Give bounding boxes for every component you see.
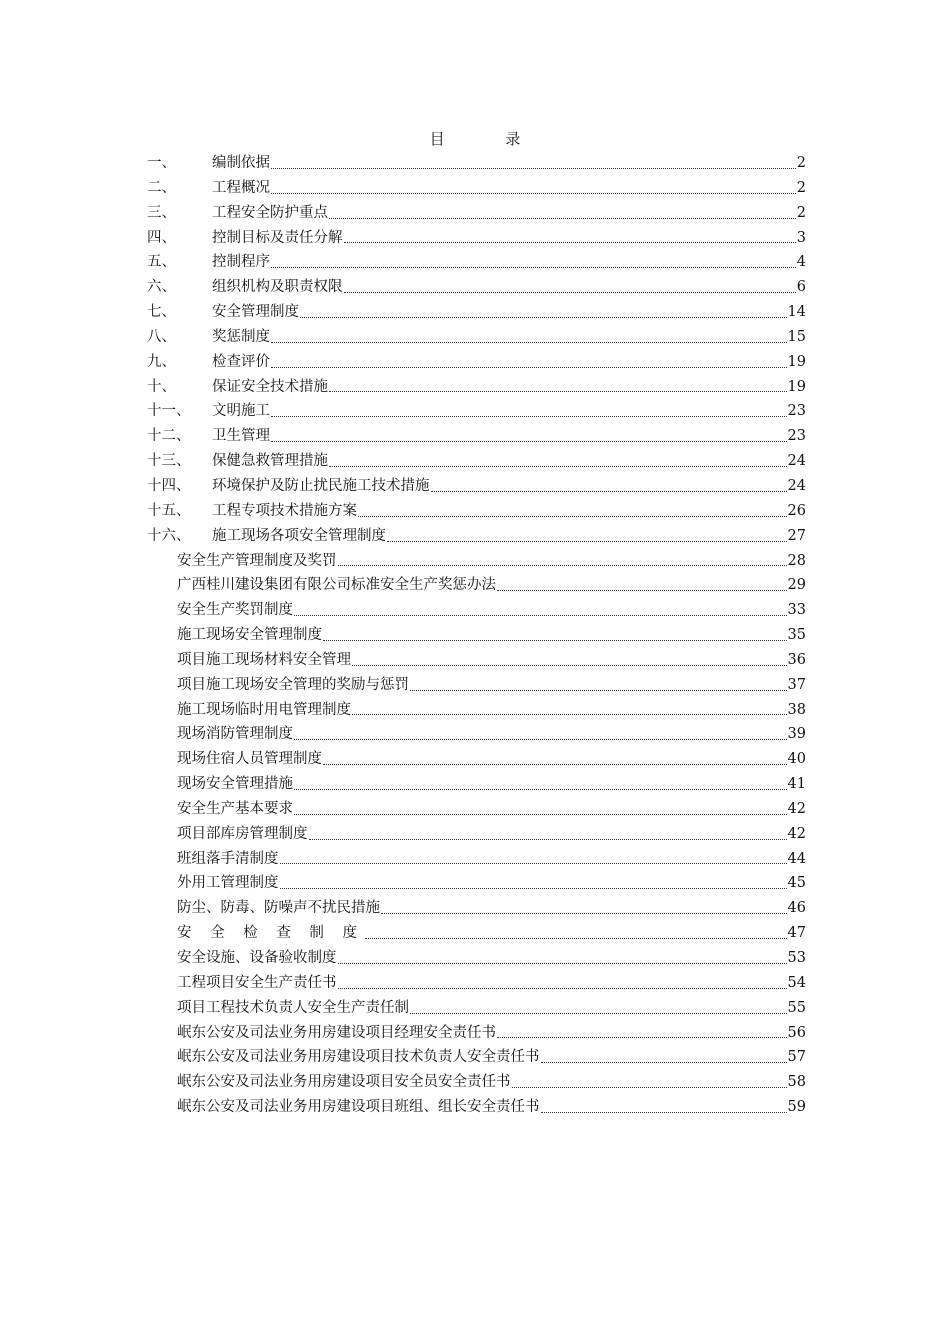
dot-leader: [352, 713, 787, 715]
table-of-contents: [147, 151, 806, 1120]
toc-sub-entry[interactable]: [147, 598, 806, 623]
toc-page-number: 2: [796, 204, 806, 221]
toc-entry-number: 六、: [147, 279, 176, 296]
toc-page-number: 24: [787, 477, 806, 494]
toc-sub-entry[interactable]: [147, 747, 806, 772]
toc-entry-title: 项目工程技术负责人安全生产责任制: [177, 999, 409, 1016]
dot-leader: [344, 291, 796, 293]
toc-entry-title: 安全管理制度: [212, 304, 299, 321]
toc-entry[interactable]: [147, 474, 806, 499]
toc-entry-number: 二、: [147, 179, 176, 196]
toc-entry[interactable]: [147, 275, 806, 300]
toc-page-number: 42: [787, 825, 806, 842]
toc-page-number: 29: [787, 577, 806, 594]
toc-page-number: 28: [787, 552, 806, 569]
toc-page-number: 6: [796, 279, 806, 296]
toc-entry[interactable]: [147, 250, 806, 275]
dot-leader: [271, 266, 796, 268]
toc-page-number: 59: [787, 1099, 806, 1116]
toc-entry-title: 环境保护及防止扰民施工技术措施: [212, 477, 430, 494]
toc-page-number: 35: [787, 627, 806, 644]
toc-entry-title: 检查评价: [212, 353, 270, 370]
toc-sub-entry[interactable]: [147, 896, 806, 921]
toc-entry-title: 班组落手清制度: [177, 850, 279, 867]
toc-page-number: 41: [787, 776, 806, 793]
dot-leader: [512, 1086, 787, 1088]
toc-sub-entry[interactable]: [147, 573, 806, 598]
toc-sub-entry[interactable]: [147, 871, 806, 896]
toc-page-number: 45: [787, 875, 806, 892]
toc-sub-entry[interactable]: [147, 1021, 806, 1046]
toc-entry[interactable]: [147, 226, 806, 251]
toc-entry-number: 四、: [147, 229, 176, 246]
toc-entry-number: 五、: [147, 254, 176, 271]
toc-page-number: 33: [787, 602, 806, 619]
toc-entry-title: 保健急救管理措施: [212, 453, 328, 470]
toc-entry[interactable]: [147, 151, 806, 176]
dot-leader: [338, 987, 787, 989]
toc-page-number: 55: [787, 999, 806, 1016]
toc-page-number: 15: [787, 328, 806, 345]
toc-page-number: 23: [787, 428, 806, 445]
toc-entry-title: 岷东公安及司法业务用房建设项目经理安全责任书: [177, 1024, 496, 1041]
toc-entry-title: 工程概况: [212, 179, 270, 196]
dot-leader: [338, 962, 787, 964]
toc-entry[interactable]: [147, 449, 806, 474]
toc-sub-entry[interactable]: [147, 921, 806, 946]
toc-entry-number: 九、: [147, 353, 176, 370]
toc-entry-number: 十四、: [147, 477, 191, 494]
toc-sub-entry[interactable]: [147, 971, 806, 996]
dot-leader: [323, 639, 787, 641]
toc-sub-entry[interactable]: [147, 822, 806, 847]
dot-leader: [497, 1036, 787, 1038]
toc-page-number: 36: [787, 651, 806, 668]
toc-sub-entry[interactable]: [147, 797, 806, 822]
dot-leader: [410, 689, 787, 691]
toc-entry-title: 安全生产管理制度及奖罚: [177, 552, 337, 569]
toc-entry-number: 十一、: [147, 403, 191, 420]
toc-entry-title: 组织机构及职责权限: [212, 279, 343, 296]
toc-entry-title: 安 全 检 查 制 度: [177, 925, 365, 942]
toc-page-number: 2: [796, 155, 806, 171]
toc-sub-entry[interactable]: [147, 1045, 806, 1070]
dot-leader: [271, 167, 796, 169]
toc-entry-title: 奖惩制度: [212, 328, 270, 345]
dot-leader: [381, 912, 787, 914]
dot-leader: [329, 217, 796, 219]
toc-page-number: 27: [787, 527, 806, 544]
toc-entry-title: 文明施工: [212, 403, 270, 420]
toc-page-number: 2: [796, 179, 806, 196]
toc-entry-title: 控制目标及责任分解: [212, 229, 343, 246]
toc-entry-title: 防尘、防毒、防噪声不扰民措施: [177, 900, 380, 917]
toc-page-number: 37: [787, 676, 806, 693]
dot-leader: [280, 862, 787, 864]
dot-leader: [271, 192, 796, 194]
toc-page-number: 19: [787, 378, 806, 395]
dot-leader: [294, 738, 787, 740]
toc-entry-title: 项目施工现场材料安全管理: [177, 651, 351, 668]
toc-page-number: 58: [787, 1074, 806, 1091]
toc-entry-title: 广西桂川建设集团有限公司标准安全生产奖惩办法: [177, 577, 496, 594]
toc-entry-title: 编制依据: [212, 155, 270, 171]
toc-page-number: 26: [787, 502, 806, 519]
toc-page-number: 3: [796, 229, 806, 246]
toc-sub-entry[interactable]: [147, 648, 806, 673]
toc-entry-title: 施工现场临时用电管理制度: [177, 701, 351, 718]
toc-entry-title: 项目部库房管理制度: [177, 825, 308, 842]
toc-page-number: 23: [787, 403, 806, 420]
toc-entry-title: 现场住宿人员管理制度: [177, 751, 322, 768]
dot-leader: [271, 415, 787, 417]
toc-entry-title: 岷东公安及司法业务用房建设项目班组、组长安全责任书: [177, 1099, 540, 1116]
toc-entry-title: 工程专项技术措施方案: [212, 502, 357, 519]
toc-entry[interactable]: [147, 424, 806, 449]
dot-leader: [365, 937, 787, 939]
toc-entry-title: 工程项目安全生产责任书: [177, 974, 337, 991]
dot-leader: [271, 341, 787, 343]
toc-page-number: 54: [787, 974, 806, 991]
toc-entry-title: 安全设施、设备验收制度: [177, 950, 337, 966]
toc-sub-entry[interactable]: [147, 722, 806, 747]
toc-page-number: 14: [787, 304, 806, 321]
toc-entry-title: 保证安全技术措施: [212, 378, 328, 395]
toc-entry-title: 岷东公安及司法业务用房建设项目安全员安全责任书: [177, 1074, 511, 1091]
toc-entry-number: 十三、: [147, 453, 191, 470]
toc-entry-title: 现场安全管理措施: [177, 776, 293, 793]
toc-entry-number: 八、: [147, 328, 176, 345]
toc-entry[interactable]: [147, 375, 806, 400]
dot-leader: [358, 515, 787, 517]
dot-leader: [431, 490, 787, 492]
toc-sub-entry[interactable]: [147, 772, 806, 797]
toc-sub-entry[interactable]: [147, 673, 806, 698]
toc-page-number: 46: [787, 900, 806, 917]
toc-page-number: 40: [787, 751, 806, 768]
toc-entry-title: 卫生管理: [212, 428, 270, 445]
toc-entry[interactable]: [147, 325, 806, 350]
toc-sub-entry[interactable]: [147, 698, 806, 723]
toc-entry-title: 施工现场各项安全管理制度: [212, 527, 386, 544]
dot-leader: [497, 589, 787, 591]
toc-page-number: 24: [787, 453, 806, 470]
toc-entry[interactable]: [147, 524, 806, 549]
toc-page-number: 56: [787, 1024, 806, 1041]
toc-sub-entry[interactable]: [147, 1095, 806, 1120]
toc-entry-number: 一、: [147, 155, 176, 171]
toc-entry-number: 十六、: [147, 527, 191, 544]
dot-leader: [338, 564, 787, 566]
dot-leader: [271, 366, 787, 368]
toc-page-number: 39: [787, 726, 806, 743]
toc-entry-title: 控制程序: [212, 254, 270, 271]
toc-entry-title: 施工现场安全管理制度: [177, 627, 322, 644]
toc-entry-title: 安全生产基本要求: [177, 800, 293, 817]
dot-leader: [541, 1061, 787, 1063]
toc-entry-title: 安全生产奖罚制度: [177, 602, 293, 619]
dot-leader: [271, 440, 787, 442]
toc-entry-number: 十二、: [147, 428, 191, 445]
dot-leader: [280, 887, 787, 889]
dot-leader: [294, 614, 787, 616]
toc-entry-number: 十五、: [147, 502, 191, 519]
dot-leader: [329, 390, 787, 392]
toc-entry-title: 岷东公安及司法业务用房建设项目技术负责人安全责任书: [177, 1049, 540, 1066]
toc-entry-number: 十、: [147, 378, 176, 395]
toc-sub-entry[interactable]: [147, 946, 806, 971]
toc-page-number: 42: [787, 800, 806, 817]
toc-page-number: 47: [787, 925, 806, 942]
toc-entry[interactable]: [147, 350, 806, 375]
toc-entry-title: 现场消防管理制度: [177, 726, 293, 743]
toc-sub-entry[interactable]: [147, 996, 806, 1021]
dot-leader: [352, 664, 787, 666]
toc-sub-entry[interactable]: [147, 623, 806, 648]
toc-sub-entry[interactable]: [147, 847, 806, 872]
toc-entry-title: 外用工管理制度: [177, 875, 279, 892]
toc-entry[interactable]: [147, 201, 806, 226]
toc-title: 目 录: [429, 130, 549, 148]
dot-leader: [294, 788, 787, 790]
toc-entry-title: 工程安全防护重点: [212, 204, 328, 221]
dot-leader: [410, 1012, 787, 1014]
toc-sub-entry[interactable]: [147, 1070, 806, 1095]
dot-leader: [541, 1111, 787, 1113]
dot-leader: [309, 838, 787, 840]
toc-entry[interactable]: [147, 300, 806, 325]
toc-page-number: 57: [787, 1049, 806, 1066]
toc-entry-number: 三、: [147, 204, 176, 221]
toc-entry-number: 七、: [147, 304, 176, 321]
toc-sub-entry[interactable]: [147, 549, 806, 574]
dot-leader: [344, 241, 796, 243]
toc-page-number: 38: [787, 701, 806, 718]
dot-leader: [387, 540, 787, 542]
dot-leader: [329, 465, 787, 467]
toc-page-number: 19: [787, 353, 806, 370]
dot-leader: [323, 763, 787, 765]
toc-page-number: 4: [796, 254, 806, 271]
toc-page-number: 53: [787, 950, 806, 966]
dot-leader: [294, 813, 787, 815]
dot-leader: [300, 316, 787, 318]
toc-page-number: 44: [787, 850, 806, 867]
toc-entry-title: 项目施工现场安全管理的奖励与惩罚: [177, 676, 409, 693]
toc-entry[interactable]: [147, 399, 806, 424]
toc-entry[interactable]: [147, 176, 806, 201]
toc-entry[interactable]: [147, 499, 806, 524]
